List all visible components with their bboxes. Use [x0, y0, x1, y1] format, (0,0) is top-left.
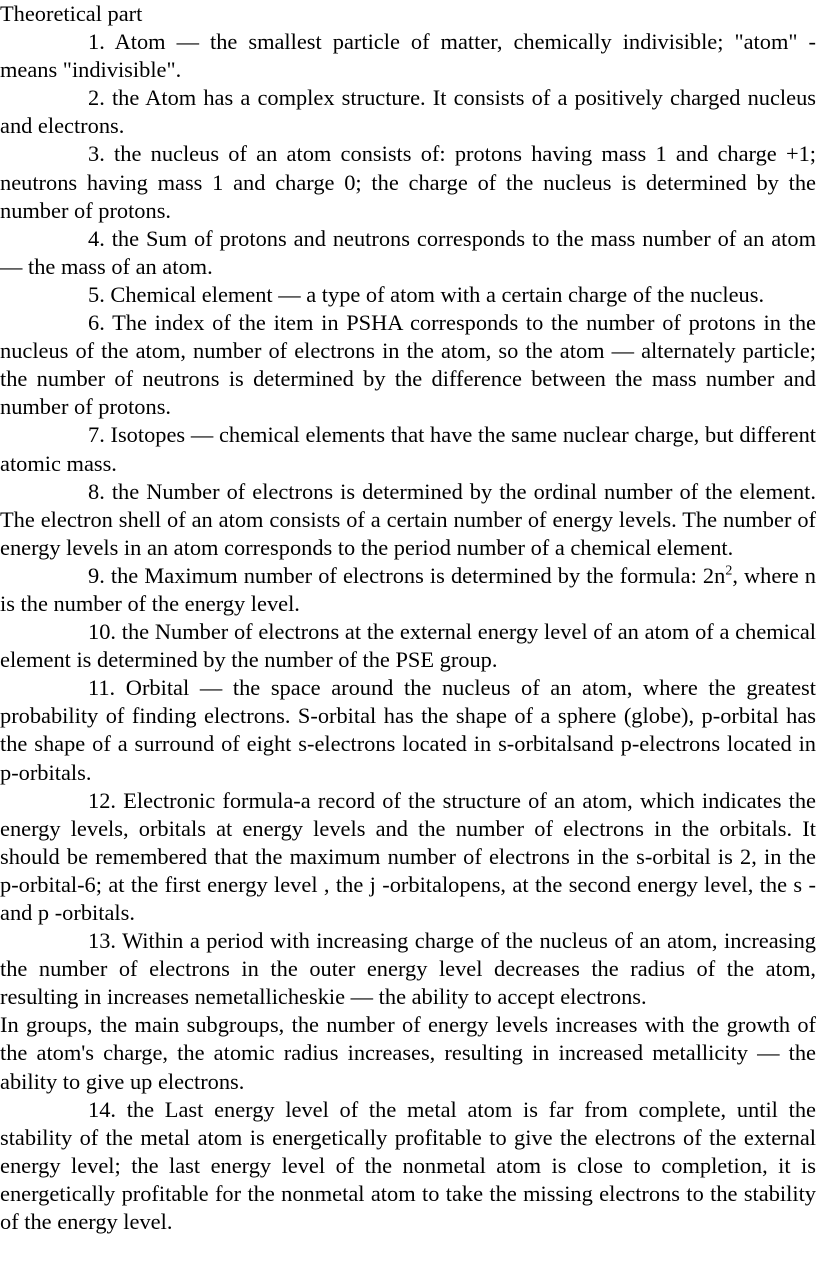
page-heading: Theoretical part: [0, 1, 143, 26]
paragraph-5: 5. Chemical element — a type of atom with a certain charge of the nucleus.: [88, 281, 765, 307]
paragraph-6: 6. The index of the item in PSHA corresponds to the number of protons in the nucleus of the atom, number of electrons in the atom, so the atom — alternately particle; the number of neutrons is determined by the difference between the mass number and number of protons.: [0, 310, 816, 420]
paragraph-11: 11. Orbital — the space around the nucleus of an atom, where the greatest probability of finding electrons. S-orbital has the shape of a sphere (globe), p-orbital has the shape of a surround of eight s-electrons located in s-orbitalsand p-electrons located in p-orbitals.: [0, 675, 816, 785]
paragraph-9: [0, 562, 816, 618]
paragraph-7: 7. Isotopes — chemical elements that have the same nuclear charge, but different atomic mass.: [0, 422, 816, 476]
paragraph-12: 12. Electronic formula-a record of the structure of an atom, which indicates the energy levels, orbitals at energy levels and the number of electrons in the orbitals. It should be remembered that the maximum number of electrons in the s-orbital is 2, in the p-orbital-6; at the first energy level , the j -orbitalopens, at the second energy level, the s - and p -orbitals.: [0, 787, 816, 925]
formula-exponent: 2: [725, 563, 733, 579]
paragraph-8: 8. the Number of electrons is determined by the ordinal number of the element. The electron shell of an atom consists of a certain number of energy levels. The number of energy levels in an atom corresponds to the period number of a chemical element.: [0, 478, 816, 560]
paragraph-9-formula-text: 9. the Maximum number of electrons is determined by the formula: 2n: [88, 562, 726, 588]
paragraph-13: 13. Within a period with increasing charge of the nucleus of an atom, increasing the number of electrons in the outer energy level decreases the radius of the atom, resulting in increases nemetallicheskie — the ability to accept electrons.: [0, 928, 816, 1010]
paragraph-13-continued: In groups, the main subgroups, the number of energy levels increases with the growth of the atom's charge, the atomic radius increases, resulting in increased metallicity — the ability to give up electrons.: [0, 1012, 816, 1094]
paragraph-3: 3. the nucleus of an atom consists of: protons having mass 1 and charge +1; neutrons having mass 1 and charge 0; the charge of the nucleus is determined by the number of protons.: [0, 141, 816, 223]
paragraph-10: 10. the Number of electrons at the external energy level of an atom of a chemical element is determined by the number of the PSE group.: [0, 619, 816, 673]
paragraph-14: 14. the Last energy level of the metal atom is far from complete, until the stability of the metal atom is energetically profitable to give the electrons of the external energy level; the last energy level of the nonmetal atom is close to completion, it is energetically profitable for the nonmetal atom to take the missing electrons to the stability of the energy level.: [0, 1096, 816, 1235]
paragraph-4: 4. the Sum of protons and neutrons corresponds to the mass number of an atom — the mass of an atom.: [0, 225, 816, 279]
paragraph-1: 1. Atom — the smallest particle of matter, chemically indivisible; "atom" - means "indivisible".: [0, 29, 816, 83]
paragraph-9-rest: , where n is the number of the energy level.: [0, 562, 816, 616]
paragraph-2: 2. the Atom has a complex structure. It consists of a positively charged nucleus and electrons.: [0, 85, 816, 139]
